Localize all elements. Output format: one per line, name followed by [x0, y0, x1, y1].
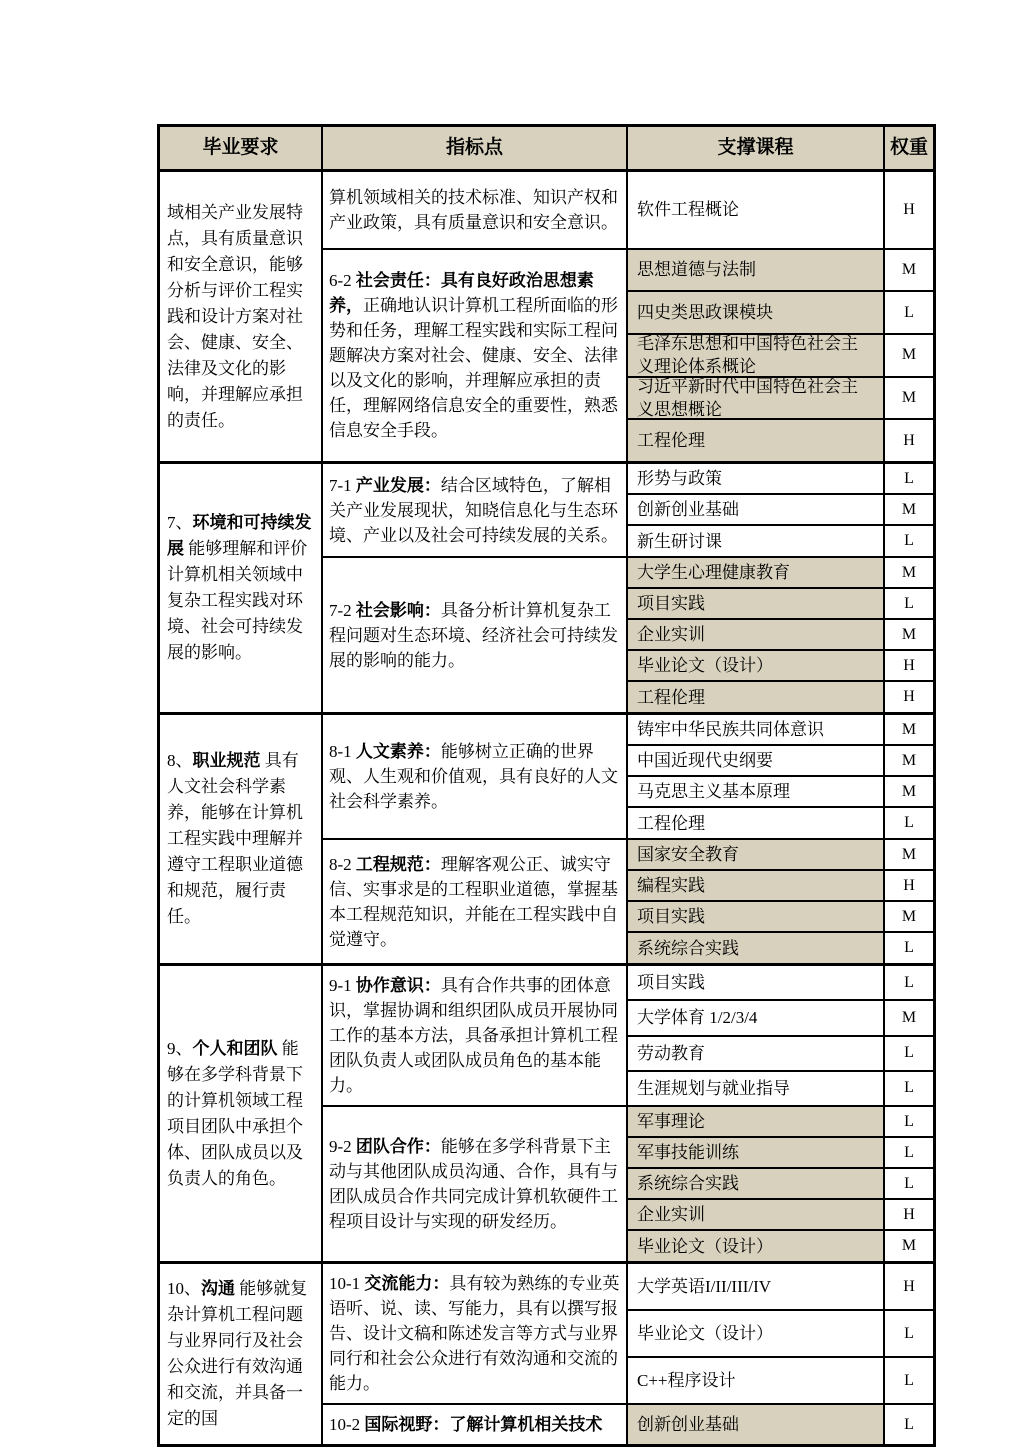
course-weight-cell: H [883, 1264, 933, 1309]
course-list [628, 715, 933, 838]
course-row [628, 1231, 933, 1261]
rich-text [329, 852, 620, 952]
text-prefix: 10-1 [329, 1274, 365, 1293]
text-body: 能够在多学科背景下的计算机领域工程项目团队中承担个体、团队成员以及负责人的角色。 [167, 1038, 303, 1188]
indicator-cell [323, 464, 628, 556]
rich-text [167, 510, 314, 666]
course-name-cell: 毕业论文（设计） [628, 1231, 883, 1261]
rich-text [329, 598, 620, 673]
text-body: 具有合作共事的团体意识，掌握协调和组织团队成员开展协同工作的基本方法，具备承担计算机工程团队负责人或团队成员角色的基本能力。 [329, 976, 618, 1095]
course-list [628, 464, 933, 556]
text-body: 正确地认识计算机工程所面临的形势和任务，理解工程实践和实际工程问题解决方案对社会、健康、安全、法律以及文化的影响，并理解应承担的责任，理解网络信息安全的重要性，熟悉信息安全手段。 [329, 295, 618, 440]
course-name-cell: 项目实践 [628, 902, 883, 931]
header-cell-indicator-points: 指标点 [323, 127, 628, 169]
course-row [628, 746, 933, 777]
course-weight-cell: L [883, 808, 933, 838]
course-weight-cell: M [883, 777, 933, 806]
indicator-cell [323, 966, 628, 1105]
rich-text [167, 1036, 314, 1192]
course-row [628, 589, 933, 620]
indicator-cell [323, 1264, 628, 1403]
course-weight-cell: M [883, 250, 933, 291]
requirement-section [160, 1264, 933, 1444]
course-name-cell: 铸牢中华民族共同体意识 [628, 715, 883, 744]
course-weight-cell: M [883, 1001, 933, 1034]
course-row [628, 966, 933, 1001]
course-name-cell: 工程伦理 [628, 682, 883, 712]
course-weight-cell: M [883, 495, 933, 524]
requirement-cell [160, 715, 323, 963]
course-row [628, 495, 933, 526]
course-row [628, 420, 933, 461]
text-prefix: 9-2 [329, 1137, 356, 1156]
text-bold-part: 职业规范 [192, 751, 261, 770]
course-name-cell: 军事技能训练 [628, 1138, 883, 1167]
course-weight-cell: M [883, 715, 933, 744]
course-row [628, 715, 933, 746]
course-name-cell: 新生研讨课 [628, 526, 883, 556]
course-list [628, 1405, 933, 1444]
course-row [628, 1358, 933, 1403]
text-bold-part: 个人和团队 [192, 1038, 278, 1058]
course-weight-cell: H [883, 651, 933, 680]
course-weight-cell: L [883, 1138, 933, 1167]
text-body: 结合区域特色，了解相关产业发展现状，知晓信息化与生态环境、产业以及社会可持续发展的关系。 [329, 475, 618, 545]
course-row [628, 1200, 933, 1231]
text-bold-part: 团队合作： [355, 1137, 441, 1156]
course-row [628, 1107, 933, 1138]
course-weight-cell: L [883, 933, 933, 963]
indicator-block [323, 966, 933, 1107]
text-bold-part: 环境和可持续发展 [167, 513, 312, 558]
course-list [628, 250, 933, 462]
course-name-cell: 毕业论文（设计） [628, 1311, 883, 1356]
indicator-block [323, 840, 933, 963]
text-bold-part: 国际视野：了解计算机相关技术 [364, 1415, 603, 1434]
text-prefix: 7-1 [329, 475, 356, 495]
text-body: 具有较为熟练的专业英语听、说、读、写能力，具有以撰写报告、设计文稿和陈述发言等方式与业界同行和社会公众进行有效沟通和交流的能力。 [329, 1274, 620, 1393]
course-row [628, 620, 933, 651]
course-weight-cell: M [883, 746, 933, 775]
course-row [628, 808, 933, 838]
course-name-cell: 项目实践 [628, 966, 883, 999]
course-row [628, 902, 933, 933]
course-name-cell: 企业实训 [628, 1200, 883, 1229]
text-prefix: 8-1 [329, 742, 356, 761]
course-row [628, 558, 933, 589]
course-row [628, 335, 933, 378]
text-prefix: 9、 [167, 1038, 193, 1058]
indicator-block [323, 250, 933, 462]
indicator-blocks [323, 172, 933, 461]
course-row [628, 933, 933, 963]
course-weight-cell: M [883, 902, 933, 931]
indicator-block [323, 1107, 933, 1261]
indicator-cell [323, 172, 628, 248]
course-list [628, 840, 933, 963]
text-prefix: 8-2 [329, 854, 356, 874]
course-row [628, 1001, 933, 1036]
text-prefix: 7、 [167, 513, 193, 532]
rich-text [329, 1412, 620, 1437]
requirement-cell [160, 1264, 323, 1444]
course-weight-cell: L [883, 1107, 933, 1136]
requirement-section [160, 172, 933, 464]
course-row [628, 1037, 933, 1072]
course-row [628, 871, 933, 902]
requirement-section [160, 966, 933, 1264]
rich-text [329, 473, 620, 548]
course-weight-cell: M [883, 558, 933, 587]
course-row [628, 1138, 933, 1169]
course-name-cell: 工程伦理 [628, 420, 883, 461]
course-list [628, 1107, 933, 1261]
text-body: 理解客观公正、诚实守信、实事求是的工程职业道德，掌握基本工程规范知识，并能在工程实践中自觉遵守。 [329, 854, 618, 949]
course-name-cell: 劳动教育 [628, 1037, 883, 1070]
course-row [628, 777, 933, 808]
requirement-cell [160, 966, 323, 1261]
indicator-block [323, 464, 933, 558]
text-prefix: 9-1 [329, 976, 356, 995]
header-cell-supporting-courses: 支撑课程 [717, 137, 794, 158]
course-weight-cell: L [883, 1037, 933, 1070]
course-row [628, 378, 933, 421]
course-weight-cell: M [883, 335, 933, 376]
indicator-blocks [323, 715, 933, 963]
table-header-row [160, 127, 933, 172]
course-row [628, 1264, 933, 1311]
course-weight-cell: L [883, 464, 933, 493]
text-bold-part: 协作意识： [355, 976, 441, 995]
requirement-section [160, 464, 933, 715]
course-name-cell: 习近平新时代中国特色社会主义思想概论 [628, 378, 883, 419]
text-body: 能够在多学科背景下主动与其他团队成员沟通、合作，具有与团队成员合作共同完成计算机软硬件工程项目设计与实现的研发经历。 [329, 1137, 618, 1231]
course-weight-cell: M [883, 840, 933, 869]
course-row [628, 292, 933, 335]
course-name-cell: 大学英语I/II/III/IV [628, 1264, 883, 1309]
text-prefix: 10-2 [329, 1415, 365, 1434]
course-row [628, 464, 933, 495]
rich-text [167, 748, 314, 930]
course-weight-cell: M [883, 378, 933, 419]
course-weight-cell: L [883, 589, 933, 618]
text-prefix: 10、 [167, 1279, 201, 1298]
text-body: 能够树立正确的世界观、人生观和价值观，具有良好的人文社会科学素养。 [329, 742, 618, 811]
course-name-cell: 形势与政策 [628, 464, 883, 493]
indicator-cell [323, 250, 628, 462]
text-bold-part: 沟通 [201, 1279, 235, 1298]
text-bold-part: 社会责任：具有良好政治思想素养， [329, 270, 594, 315]
course-name-cell: 生涯规划与就业指导 [628, 1072, 883, 1105]
course-row [628, 1072, 933, 1105]
text-body: 具备分析计算机复杂工程问题对生态环境、经济社会可持续发展的影响的能力。 [329, 600, 618, 670]
course-name-cell: 马克思主义基本原理 [628, 777, 883, 806]
text-body: 域相关产业发展特点，具有质量意识和安全意识，能够分析与评价工程实践和设计方案对社会、健康、安全、法律及文化的影响，并理解应承担的责任。 [167, 202, 303, 430]
text-body: 能够就复杂计算机工程问题与业界同行及社会公众进行有效沟通和交流，并具备一定的国 [167, 1279, 308, 1428]
rich-text [329, 739, 620, 814]
course-weight-cell: L [883, 526, 933, 556]
text-body: 具有人文社会科学素养，能够在计算机工程实践中理解并遵守工程职业道德和规范，履行责任。 [167, 751, 303, 926]
requirement-cell [160, 464, 323, 712]
course-row [628, 1405, 933, 1444]
rich-text [329, 185, 620, 235]
course-name-cell: 毛泽东思想和中国特色社会主义理论体系概论 [628, 335, 883, 376]
course-weight-cell: H [883, 682, 933, 712]
course-weight-cell: H [883, 871, 933, 900]
requirement-cell [160, 172, 323, 461]
course-row [628, 682, 933, 712]
rich-text [329, 973, 620, 1098]
course-weight-cell: L [883, 1358, 933, 1403]
course-weight-cell: M [883, 620, 933, 649]
course-list [628, 966, 933, 1105]
indicator-blocks [323, 464, 933, 712]
course-weight-cell: H [883, 172, 933, 248]
rich-text [329, 1134, 620, 1234]
course-name-cell: 思想道德与法制 [628, 250, 883, 291]
rich-text [167, 200, 314, 434]
text-body: 能够理解和评价计算机相关领域中复杂工程实践对环境、社会可持续发展的影响。 [167, 539, 308, 662]
text-prefix: 7-2 [329, 600, 356, 620]
course-row [628, 250, 933, 293]
course-name-cell: 软件工程概论 [628, 172, 883, 248]
course-list [628, 558, 933, 712]
course-name-cell: 企业实训 [628, 620, 883, 649]
rich-text [329, 268, 620, 443]
course-name-cell: C++程序设计 [628, 1358, 883, 1403]
course-name-cell: 大学生心理健康教育 [628, 558, 883, 587]
rich-text [167, 1276, 314, 1432]
course-row [628, 651, 933, 682]
course-row [628, 1169, 933, 1200]
text-bold-part: 社会影响： [355, 600, 441, 620]
course-name-cell: 中国近现代史纲要 [628, 746, 883, 775]
requirement-section [160, 715, 933, 966]
course-name-cell: 四史类思政课模块 [628, 292, 883, 333]
course-row [628, 1311, 933, 1358]
course-weight-cell: L [883, 1405, 933, 1444]
rich-text [329, 1271, 620, 1396]
course-weight-cell: H [883, 420, 933, 461]
course-name-cell: 军事理论 [628, 1107, 883, 1136]
indicator-block [323, 558, 933, 712]
course-name-cell: 系统综合实践 [628, 933, 883, 963]
indicator-blocks [323, 1264, 933, 1444]
table-body [160, 172, 933, 1444]
indicator-cell [323, 1107, 628, 1261]
course-name-cell: 系统综合实践 [628, 1169, 883, 1198]
course-row [628, 840, 933, 871]
course-weight-cell: L [883, 292, 933, 333]
text-bold-part: 交流能力： [364, 1274, 450, 1293]
indicator-block [323, 172, 933, 250]
course-weight-cell: L [883, 966, 933, 999]
text-body: 算机领域相关的技术标准、知识产权和产业政策，具有质量意识和安全意识。 [329, 187, 618, 232]
indicator-blocks [323, 966, 933, 1261]
course-name-cell: 大学体育 1/2/3/4 [628, 1001, 883, 1034]
header-cell-graduation-requirements: 毕业要求 [160, 127, 323, 169]
course-weight-cell: L [883, 1311, 933, 1356]
text-bold-part: 工程规范： [355, 854, 441, 874]
graduation-requirements-course-matrix-table [157, 124, 936, 1447]
indicator-block [323, 1405, 933, 1444]
indicator-cell [323, 715, 628, 838]
course-weight-cell: L [883, 1072, 933, 1105]
course-name-cell: 工程伦理 [628, 808, 883, 838]
header-cell-weight: 权重 [883, 127, 933, 169]
indicator-block [323, 715, 933, 840]
course-row [628, 526, 933, 556]
text-prefix: 8、 [167, 751, 193, 770]
course-name-cell: 创新创业基础 [628, 1405, 883, 1444]
course-name-cell: 项目实践 [628, 589, 883, 618]
course-row [628, 172, 933, 248]
course-weight-cell: M [883, 1231, 933, 1261]
course-weight-cell: H [883, 1200, 933, 1229]
course-name-cell: 国家安全教育 [628, 840, 883, 869]
course-weight-cell: L [883, 1169, 933, 1198]
text-bold-part: 产业发展： [355, 475, 441, 495]
indicator-cell [323, 1405, 628, 1444]
course-name-cell: 创新创业基础 [628, 495, 883, 524]
indicator-block [323, 1264, 933, 1405]
course-list [628, 1264, 933, 1403]
text-bold-part: 人文素养： [355, 742, 441, 761]
indicator-cell [323, 840, 628, 963]
course-name-cell: 毕业论文（设计） [628, 651, 883, 680]
text-prefix: 6-2 [329, 270, 356, 290]
course-name-cell: 编程实践 [628, 871, 883, 900]
course-list [628, 172, 933, 248]
indicator-cell [323, 558, 628, 712]
